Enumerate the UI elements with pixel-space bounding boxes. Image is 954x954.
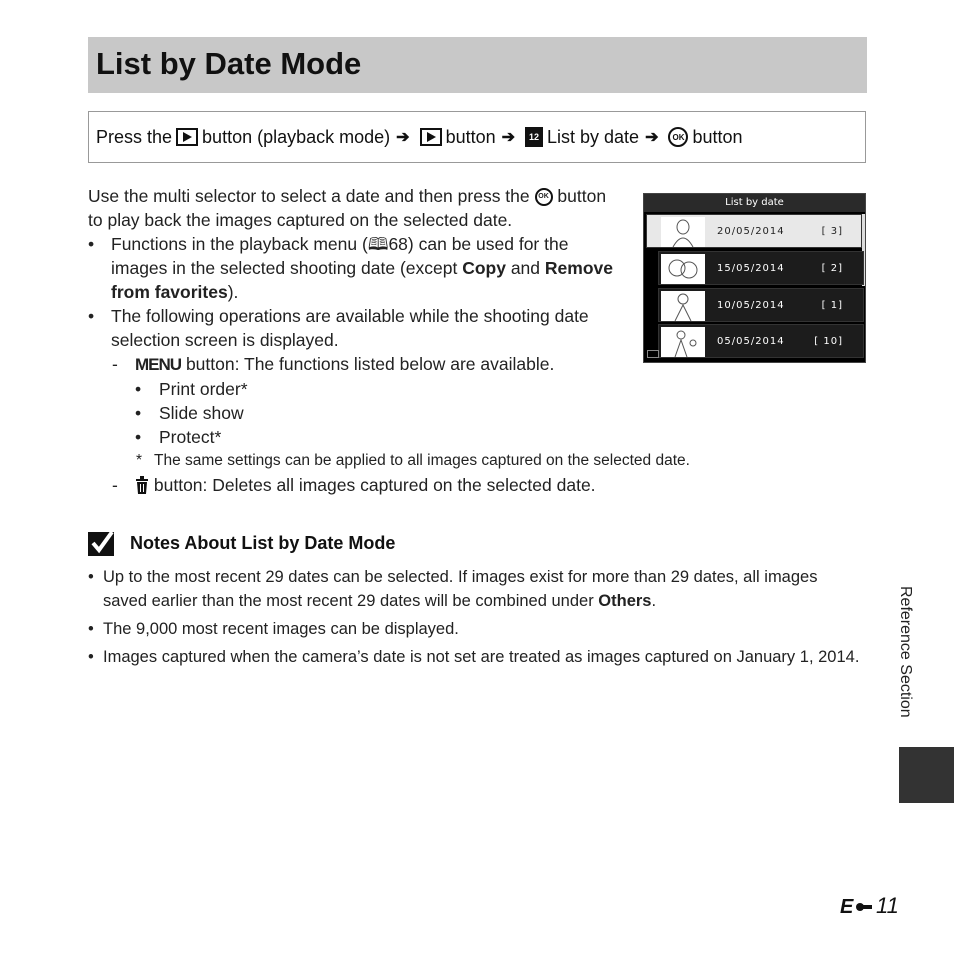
camera-screen-title: List by date	[644, 194, 865, 212]
note-1-text: Up to the most recent 29 dates can be selected. If images exist for more than 29 dates, all images saved earlier than the most recent 29 dates will be combined under	[103, 568, 818, 610]
section-label: Reference Section	[897, 586, 914, 718]
ok-button-icon: OK	[668, 127, 688, 147]
camera-screen	[643, 193, 866, 363]
title-bar	[88, 37, 867, 93]
menu-icon: MENU	[135, 355, 182, 374]
others-label: Others	[598, 592, 652, 610]
intro-text-2: button to play back the images captured on the selected date.	[88, 186, 607, 230]
footnote: * The same settings can be applied to all images captured on the selected date.	[136, 452, 690, 469]
date-row[interactable]	[658, 288, 864, 322]
intro-text: Use the multi selector to select a date and then press the	[88, 186, 530, 206]
playback-button-icon	[420, 128, 442, 146]
remove-favorites-label: Remove from favorites	[111, 258, 613, 302]
row-date: 15/05/2014	[717, 263, 785, 274]
thumbnail-image	[661, 291, 705, 321]
check-icon	[88, 530, 116, 556]
nav-ok-button: button	[692, 126, 743, 147]
date-row[interactable]	[658, 251, 864, 285]
trash-icon	[135, 476, 149, 494]
thumbnail-image	[661, 327, 705, 357]
note-item: • The 9,000 most recent images can be displayed.	[88, 617, 863, 641]
bullet-operations: • The following operations are available while the shooting date selection screen is displayed.	[88, 304, 623, 352]
notes-title: Notes About List by Date Mode	[130, 532, 396, 553]
menu-item: - MENU button: The functions listed below are available.	[112, 354, 555, 374]
reference-icon	[840, 897, 874, 915]
page-number	[840, 893, 899, 919]
notes-heading	[88, 530, 395, 556]
sub-item-slide-show: • Slide show	[88, 401, 623, 425]
note-item	[88, 565, 863, 613]
nav-list-by-date: List by date	[547, 126, 640, 147]
bullet-1-text-b: ) can be used for the images in the selected shooting date (except	[111, 234, 569, 278]
list-by-date-icon: 12	[525, 127, 543, 147]
copy-label: Copy	[462, 258, 506, 278]
thumbnail-image	[661, 254, 705, 284]
nav-button: button	[445, 126, 496, 147]
intro-paragraph	[88, 184, 623, 232]
row-count: [ 2]	[821, 263, 843, 274]
page-title: List by Date Mode	[96, 46, 362, 81]
body-text	[88, 184, 690, 497]
nav-press-the: Press the	[96, 126, 173, 147]
arrow-icon: ➔	[501, 129, 516, 146]
page-number-text: 11	[876, 893, 899, 918]
bullet-playback-menu	[88, 232, 623, 304]
thumbnail-image	[661, 217, 705, 247]
nav-button-playback: button (playback mode)	[202, 126, 391, 147]
row-count: [ 1]	[821, 300, 843, 311]
section-tab	[899, 747, 954, 803]
row-count: [ 3]	[821, 226, 843, 237]
bullet-1-and: and	[510, 258, 541, 278]
ok-button-icon: OK	[535, 188, 553, 206]
menu-text: button: The functions listed below are available.	[185, 354, 555, 374]
sub-item-protect: • Protect*	[88, 425, 623, 449]
bullet-1-text-a: Functions in the playback menu (	[111, 234, 368, 254]
row-count: [ 10]	[814, 336, 843, 347]
row-date: 10/05/2014	[717, 300, 785, 311]
battery-icon	[647, 350, 659, 358]
row-date: 20/05/2014	[717, 226, 785, 237]
date-row[interactable]	[658, 324, 864, 358]
footnote-text: The same settings can be applied to all images captured on the selected date.	[154, 452, 690, 469]
bullet-1-ref: 68	[388, 234, 408, 254]
sub-item-print-order: • Print order*	[88, 377, 623, 401]
notes-list	[88, 565, 863, 673]
trash-item: - button: Deletes all images captured on the selected date.	[112, 475, 596, 495]
bullet-1-end: ).	[227, 282, 239, 302]
arrow-icon: ➔	[645, 129, 659, 146]
navigation-path	[88, 111, 866, 163]
note-item: • Images captured when the camera’s date is not set are treated as images captured on January 1, 2014.	[88, 645, 863, 669]
playback-button-icon	[176, 128, 198, 146]
svg-text:E: E	[840, 897, 854, 915]
arrow-icon: ➔	[396, 129, 410, 146]
note-1-end: .	[651, 592, 657, 610]
book-icon: 🕮	[367, 234, 389, 254]
date-row-selected[interactable]	[646, 214, 862, 248]
trash-text: button: Deletes all images captured on the selected date.	[153, 475, 596, 495]
row-date: 05/05/2014	[717, 336, 785, 347]
